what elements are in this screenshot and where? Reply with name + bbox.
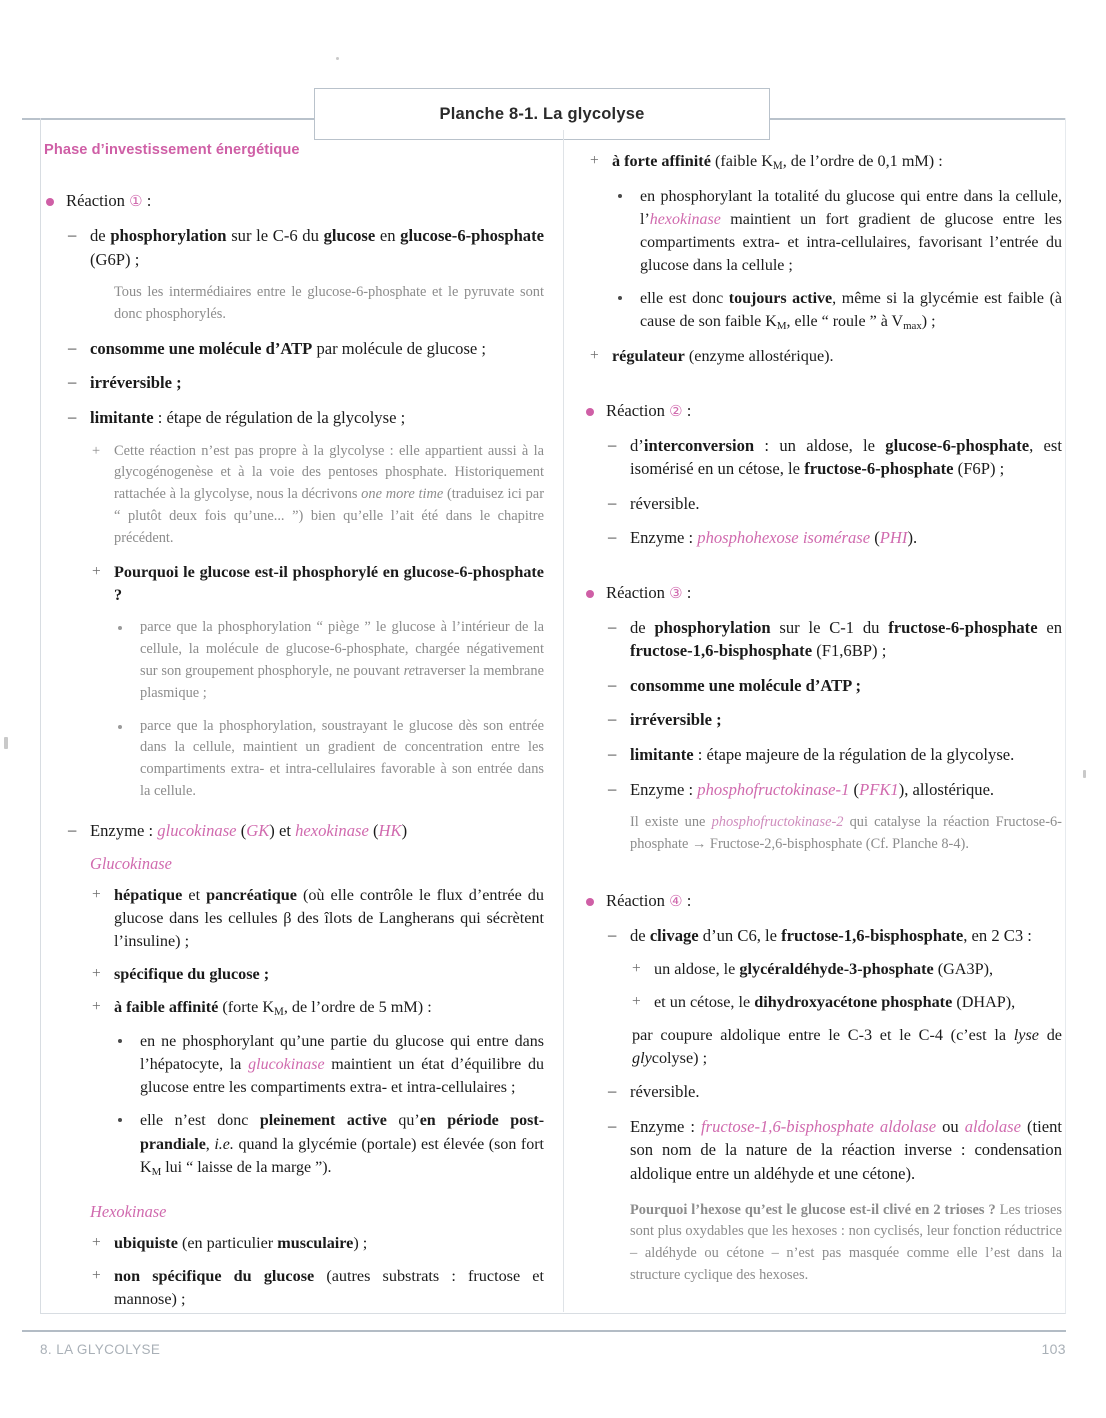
r1-phosphorylation-item: [44, 224, 544, 271]
reaction-1-label: Réaction: [66, 191, 125, 210]
r3-note-enzyme: phosphofructokinase-2: [711, 814, 844, 831]
r4-enzyme-name1: fructose-1,6-bisphosphate aldolase: [701, 1116, 937, 1136]
r1-phospho-strong2: glucose: [323, 225, 376, 245]
dash-bullet-icon: –: [608, 616, 617, 636]
hk-d2-a: elle est donc: [640, 289, 729, 307]
r3-enzyme-abbr: PFK1: [859, 779, 899, 799]
gk-hepatic-item: [44, 884, 544, 953]
r4-coupure-text: [584, 1024, 1062, 1070]
r2-interconversion-item: [584, 434, 1062, 481]
scan-speck: [4, 737, 8, 749]
plate-title: Planche 8-1. La glycolyse: [439, 104, 645, 123]
dash-bullet-icon: –: [608, 674, 617, 694]
r3-phos-strong1: phosphorylation: [654, 617, 771, 637]
r1-enzyme-hk-abbr: HK: [378, 821, 402, 841]
hk-d2-sub1: M: [776, 319, 787, 332]
circled-number-3-icon: ③: [669, 585, 683, 602]
scan-speck: [1083, 770, 1086, 778]
r2-inter-strong3: fructose-6-phosphate: [804, 459, 954, 479]
r1-limiting-item: [44, 406, 544, 430]
r1-enzyme-item: – Enzyme : glucokinase (GK) et hexokinase (HK): [68, 820, 408, 841]
gk-d2-rest: quand la glycémie (portale) est élevée (son fort K: [140, 1135, 544, 1176]
hk-ubiquitous-item: [44, 1232, 544, 1255]
r1-why1-a: parce que la phosphorylation “ piège ” le glucose à l’intérieur de la cellule, la molécule de glucose-6-phosphate, chargée négativement sur son groupement phosphoryle, ne pouvant: [140, 618, 544, 679]
r3-note-b: qui catalyse la réaction Fructose-6-phosphate → Fructose-2,6-bisphosphate (Cf. Planche 8-4).: [630, 814, 1062, 852]
r3-note-pfk2: [584, 812, 1062, 856]
r2-enzyme-lead: Enzyme :: [630, 528, 698, 548]
scan-speck: [336, 57, 339, 60]
plus-bullet-icon: +: [590, 152, 599, 169]
dash-bullet-icon: –: [608, 709, 617, 729]
r2-inter-strong2: glucose-6-phosphate: [885, 435, 1030, 455]
r2-inter-mid: : un aldose, le: [754, 435, 886, 455]
gk-d1-enzyme: glucokinase: [248, 1056, 325, 1074]
footer-chapter: 8. LA GLYCOLYSE: [40, 1341, 161, 1357]
r4-ald-end: (GA3P),: [933, 960, 994, 979]
hk-d2-end: ) ;: [921, 312, 936, 330]
r4-cleavage-item: [584, 924, 1062, 948]
r4-coup-italic1: lyse: [1013, 1026, 1039, 1045]
dash-bullet-icon: –: [68, 224, 77, 244]
dash-bullet-icon: –: [608, 778, 617, 798]
dash-bullet-icon: –: [608, 492, 617, 512]
plus-bullet-icon: +: [92, 1267, 101, 1285]
r4-ald-pre: un aldose, le: [654, 960, 740, 979]
circled-number-4-icon: ④: [669, 893, 683, 910]
bullet-dot-icon: [586, 898, 594, 906]
r4-ald-strong: glycéraldéhyde-3-phosphate: [739, 960, 934, 979]
dash-bullet-icon: –: [608, 1115, 617, 1135]
r4-cet-strong: dihydroxyacétone phosphate: [754, 993, 953, 1012]
r4-cliv-end: , en 2 C3 :: [963, 925, 1032, 945]
r3-enzyme-end: ), allostérique.: [898, 779, 995, 799]
dash-bullet-icon: –: [608, 1081, 617, 1101]
r1-note2-a: Cette réaction n’est pas propre à la glycolyse : elle appartient aussi à la glycogénogenèse et à la voie des pentoses phosphate. Historiquement rattachée à la glycolyse, nous la décrivons: [114, 442, 544, 503]
gk-hepatic-strong1: hépatique: [114, 885, 183, 904]
square-bullet-icon: [118, 725, 122, 729]
hk-detail-2: [584, 287, 1062, 335]
dash-bullet-icon: –: [608, 743, 617, 763]
gk-hepatic-strong2: pancréatique: [206, 885, 297, 904]
dash-bullet-icon: –: [68, 406, 77, 426]
square-bullet-icon: [618, 296, 622, 300]
r1-limiting-strong: limitante: [90, 407, 154, 427]
r2-inter-end: (F6P) ;: [953, 459, 1005, 479]
bullet-dot-icon: [586, 408, 594, 416]
r3-enzyme-item: – Enzyme : phosphofructokinase-1 (PFK1), allostérique.: [608, 778, 995, 799]
r1-atp-item: [44, 337, 544, 361]
r1-question-item: [44, 561, 544, 607]
hk-ubiquitous-end: ) ;: [353, 1234, 368, 1253]
r3-irreversible-text: irréversible ;: [630, 710, 722, 730]
r1-why-2: [44, 716, 544, 804]
dash-bullet-icon: –: [608, 434, 617, 454]
gk-affinity-rest1: (forte K: [218, 997, 275, 1016]
r4-enzyme-item: [584, 1115, 1062, 1186]
gk-hepatic-mid: et: [182, 885, 207, 904]
reaction-4-colon: :: [686, 890, 692, 910]
r2-inter-mid2: , est isomérisé en un cétose, le: [630, 435, 1062, 479]
hk-affinity-rest1: (faible K: [710, 152, 773, 170]
page-footer: [40, 1341, 1066, 1357]
r2-reversible-text: réversible.: [630, 493, 700, 513]
r3-phosphorylation-item: [584, 616, 1062, 663]
gk-d2-italic: i.e.: [214, 1135, 234, 1153]
square-bullet-icon: [118, 626, 122, 630]
reaction-2-heading: [584, 400, 1062, 423]
reaction-2-label: Réaction: [606, 400, 665, 420]
r1-question-text: Pourquoi le glucose est-il phosphorylé en glucose-6-phosphate ?: [114, 562, 544, 604]
gk-affinity-sub: M: [274, 1005, 284, 1018]
r4-cet-pre: et un cétose, le: [654, 993, 755, 1012]
r4-cliv-strong: clivage: [649, 925, 699, 945]
r4-cet-end: (DHAP),: [952, 993, 1016, 1012]
plus-bullet-icon: +: [92, 997, 101, 1015]
r1-phospho-strong1: phosphorylation: [110, 225, 227, 245]
reaction-3-label: Réaction: [606, 582, 665, 602]
r1-note-intermediates: Tous les intermédiaires entre le glucose-6-phosphate et le pyruvate sont donc phosphorylés.: [114, 284, 544, 322]
gk-specific-item: [44, 963, 544, 986]
r4-enzyme-lead: Enzyme :: [630, 1116, 702, 1136]
plus-bullet-icon: +: [92, 442, 101, 459]
dash-bullet-icon: –: [68, 337, 77, 357]
column-divider: [563, 130, 564, 1312]
footer-rule: [22, 1330, 1066, 1332]
square-bullet-icon: [618, 194, 622, 198]
r3-phos-mid: sur le C-1 du: [770, 617, 889, 637]
hk-ubiquitous-strong: ubiquiste: [114, 1234, 178, 1253]
hk-d2-mid: , même si la glycémie est faible (à cause de son faible K: [640, 289, 1063, 330]
r1-phospho-end: (G6P) ;: [90, 249, 140, 269]
dash-bullet-icon: –: [68, 372, 77, 392]
r4-note-trioses: [584, 1200, 1062, 1288]
reaction-1-colon: :: [146, 191, 152, 210]
hk-nonspecific-strong: non spécifique du glucose: [114, 1267, 315, 1286]
r3-atp-item: [584, 674, 1062, 698]
gk-d1-b: maintient un état d’équilibre du glucose entre les compartiments extra- et intra-cellulaires ;: [140, 1056, 545, 1097]
r4-note-question: Pourquoi l’hexose qu’est le glucose est-il clivé en 2 trioses ?: [630, 1201, 996, 1218]
reaction-4-heading: [584, 890, 1062, 913]
plus-bullet-icon: +: [92, 1234, 101, 1252]
r4-reversible-item: [584, 1080, 1062, 1104]
reaction-2-colon: :: [686, 400, 692, 420]
dash-bullet-icon: –: [608, 527, 617, 547]
r1-enzyme-and: et: [274, 821, 296, 841]
hk-affinity-strong: à forte affinité: [612, 152, 711, 170]
gk-specific-text: spécifique du glucose ;: [114, 964, 270, 983]
r1-phospho-pre: de: [90, 225, 111, 245]
reaction-3-heading: [584, 582, 1062, 605]
r1-enzyme-gk-abbr: GK: [246, 821, 270, 841]
hexokinase-subheading: Hexokinase: [90, 1202, 167, 1222]
gk-d2-mid2: ,: [205, 1135, 215, 1153]
hk-d1-a: en phosphorylant la totalité du glucose qui entre dans la cellule, l’: [640, 187, 1062, 228]
hk-d2-mid2: , elle “ roule ” à V: [786, 312, 904, 330]
r1-phospho-mid2: en: [375, 225, 401, 245]
hk-ubiquitous-mid: (en particulier: [177, 1234, 278, 1253]
r3-enzyme-name: phosphofructokinase-1: [697, 779, 850, 799]
r1-phospho-mid: sur le C-6 du: [226, 225, 324, 245]
plus-bullet-icon: +: [632, 993, 641, 1011]
r2-enzyme-name: phosphohexose isomérase: [697, 528, 871, 548]
gk-affinity-strong: à faible affinité: [114, 997, 219, 1016]
r1-atp-rest: par molécule de glucose ;: [312, 338, 487, 358]
r3-phos-strong3: fructose-1,6-bisphosphate: [630, 641, 813, 661]
square-bullet-icon: [118, 1039, 122, 1043]
r1-note2-italic: one more time: [361, 486, 444, 503]
footer-page-number: 103: [1041, 1341, 1066, 1357]
r4-coup-italic2: gly: [632, 1049, 652, 1068]
gk-d2-strong1: pleinement active: [259, 1112, 387, 1130]
glucokinase-subheading: Glucokinase: [90, 853, 172, 873]
r2-enzyme-end: ).: [907, 528, 918, 548]
gk-d2-mid: qu’: [386, 1112, 420, 1130]
r1-irreversible-item: [44, 371, 544, 395]
plus-bullet-icon: +: [632, 960, 641, 978]
gk-detail-2: [44, 1109, 544, 1180]
r4-enzyme-or: ou: [936, 1116, 965, 1136]
plus-bullet-icon: +: [92, 562, 101, 580]
r1-why2-text: parce que la phosphorylation, soustrayant le glucose dès son entrée dans la cellule, maintient un gradient de concentration entre les compartiments extra- et intra-cellulaires favorable à son entrée dans la cellule.: [140, 717, 544, 800]
r1-enzyme-hexokinase: hexokinase: [295, 821, 369, 841]
r1-enzyme-glucokinase: glucokinase: [157, 821, 237, 841]
hk-d2-sub2: max: [903, 319, 922, 332]
r1-note2-b: (traduisez ici par “ plutôt deux fois qu’une... ”) bien qu’elle l’ait été dans le chapitre précédent.: [114, 486, 544, 547]
square-bullet-icon: [118, 1118, 122, 1122]
plus-bullet-icon: +: [590, 346, 599, 364]
r2-enzyme-abbr: PHI: [879, 528, 908, 548]
gk-d2-sub: M: [151, 1165, 162, 1178]
hk-regulator-item: [584, 345, 1062, 368]
reaction-1-heading: [44, 190, 544, 213]
r2-inter-strong: interconversion: [643, 435, 755, 455]
hk-nonspecific-item: [44, 1265, 544, 1311]
hk-d2-strong: toujours active: [728, 289, 833, 307]
r3-enzyme-lead: Enzyme :: [630, 779, 698, 799]
r2-reversible-item: [584, 492, 1062, 516]
r1-note-not-specific: [44, 441, 544, 550]
r1-why1-b: traverser la membrane plasmique ;: [140, 662, 544, 701]
circled-number-1-icon: ①: [129, 194, 143, 210]
section-title: Phase d’investissement énergétique: [44, 142, 300, 158]
hk-detail-1: [584, 185, 1062, 277]
r3-phos-strong2: fructose-6-phosphate: [888, 617, 1038, 637]
r3-limiting-strong: limitante: [630, 744, 694, 764]
r2-enzyme-item: – Enzyme : phosphohexose isomérase (PHI).: [608, 527, 918, 548]
r2-inter-pre: d’: [630, 435, 644, 455]
hk-ubiquitous-strong2: musculaire: [277, 1234, 354, 1253]
gk-affinity-item: [44, 996, 544, 1021]
gk-affinity-rest2: , de l’ordre de 5 mM) :: [283, 997, 432, 1016]
r1-limiting-rest: : étape de régulation de la glycolyse ;: [153, 407, 406, 427]
dash-bullet-icon: –: [608, 924, 617, 944]
gk-d2-strong2: en période post-prandiale: [140, 1112, 545, 1153]
gk-d2-a: elle n’est donc: [140, 1112, 260, 1130]
r1-enzyme-lead: Enzyme :: [90, 821, 158, 841]
r4-cliv-strong2: fructose-1,6-bisphosphate: [781, 925, 964, 945]
hk-regulator-strong: régulateur: [612, 346, 685, 365]
r3-limiting-rest: : étape majeure de la régulation de la glycolyse.: [693, 744, 1015, 764]
bullet-dot-icon: [586, 590, 594, 598]
r4-coup-end: colyse) ;: [651, 1049, 708, 1068]
hk-affinity-sub: M: [772, 160, 783, 173]
hk-affinity-rest2: , de l’ordre de 0,1 mM) :: [782, 152, 943, 170]
r3-phos-pre: de: [630, 617, 655, 637]
bullet-dot-icon: [46, 198, 54, 206]
r1-phospho-strong3: glucose-6-phosphate: [400, 225, 544, 245]
r3-note-a: Il existe une: [630, 814, 712, 831]
r4-coup-a: par coupure aldolique entre le C-3 et le C-4 (c’est la: [632, 1026, 1014, 1045]
gk-detail-1: [44, 1030, 544, 1099]
r4-note-rest: Les trioses sont plus oxydables que les hexoses : non cyclisés, leur fonction réductrice – aldéhyde ou cétone – n’est pas masquée comme elle l’est dans la structure cyclique des hexoses.: [630, 1201, 1062, 1284]
reaction-4-label: Réaction: [606, 890, 665, 910]
hk-high-affinity-item: [584, 150, 1062, 175]
hk-nonspecific-rest: (autres substrats : fructose et mannose) ;: [114, 1267, 544, 1309]
dash-bullet-icon: –: [68, 820, 77, 840]
r4-cliv-pre: de: [630, 925, 650, 945]
plus-bullet-icon: +: [92, 964, 101, 982]
circled-number-2-icon: ②: [669, 403, 683, 420]
r1-why1-italic: re: [403, 662, 416, 679]
r4-reversible-text: réversible.: [630, 1082, 700, 1102]
plus-bullet-icon: +: [92, 885, 101, 903]
r3-limiting-item: [584, 743, 1062, 767]
r3-atp-text: consomme une molécule d’ATP ;: [630, 675, 862, 695]
hk-d1-b: maintient un fort gradient de glucose entre les compartiments extra- et intra-cellulaires, favorisant l’entrée du glucose dans la cellule ;: [640, 210, 1062, 274]
r4-enzyme-name2: aldolase: [964, 1116, 1021, 1136]
right-column: [584, 150, 1062, 1298]
hk-regulator-rest: (enzyme allostérique).: [684, 346, 834, 365]
reaction-3-colon: :: [686, 582, 692, 602]
r3-phos-mid2: en: [1037, 617, 1063, 637]
r4-cliv-mid: d’un C6, le: [698, 925, 782, 945]
r4-enzyme-rest: (tient son nom de la nature de la réaction inverse : condensation aldolique entre un aldéhyde et une cétone).: [630, 1116, 1063, 1184]
r1-atp-strong: consomme une molécule d’ATP: [90, 338, 313, 358]
r1-irreversible-strong: irréversible ;: [90, 373, 182, 393]
gk-d2-end: lui “ laisse de la marge ”).: [161, 1158, 332, 1176]
r3-irreversible-item: [584, 708, 1062, 732]
r3-phos-end: (F1,6BP) ;: [812, 641, 887, 661]
r4-coup-mid: de: [1038, 1026, 1062, 1045]
hk-d1-enzyme: hexokinase: [649, 210, 721, 228]
r4-ketose-item: [584, 991, 1062, 1014]
r4-aldose-item: [584, 958, 1062, 981]
gk-hepatic-rest: (où elle contrôle le flux d’entrée du glucose dans les cellules β des îlots de Langherans qui sécrètent l’insuline) ;: [114, 885, 544, 950]
left-column: [44, 142, 544, 1321]
gk-d1-a: en ne phosphorylant qu’une partie du glucose qui entre dans l’hépatocyte, la: [140, 1033, 544, 1074]
r1-why-1: [44, 617, 544, 705]
